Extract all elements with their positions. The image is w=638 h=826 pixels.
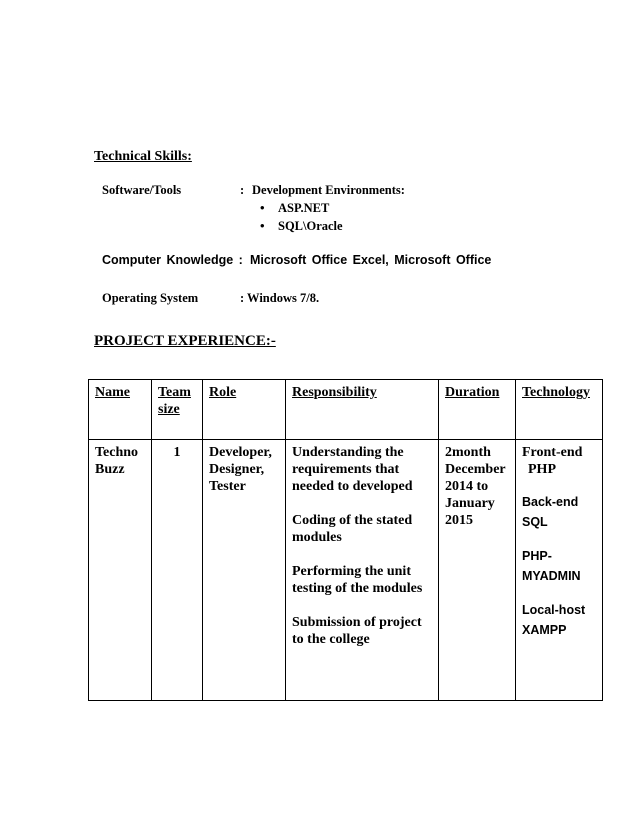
software-tools-separator: : — [240, 183, 245, 197]
responsibility-item: Understanding the requirements that needed to developed — [292, 445, 413, 494]
project-table — [88, 379, 603, 701]
column-header-team-size: Team size — [152, 380, 203, 440]
backend-value: SQL — [522, 515, 548, 529]
cell-team-size — [152, 440, 203, 701]
table-header-row — [89, 380, 603, 440]
cell-technology — [516, 440, 603, 701]
operating-system-value: : Windows 7/8. — [240, 291, 320, 305]
localhost-label: Local-host — [522, 603, 586, 617]
project-name: Techno Buzz — [95, 445, 139, 477]
computer-knowledge-value: Microsoft Office Excel, Microsoft Office — [250, 253, 492, 267]
cell-responsibility — [286, 440, 439, 701]
team-size-value: 1 — [173, 445, 181, 460]
software-tools-value: Development Environments: — [252, 183, 405, 197]
software-tools-label: Software/Tools — [102, 183, 182, 197]
tool-value: MYADMIN — [522, 569, 581, 583]
duration-value: 2month December 2014 to January 2015 — [445, 445, 506, 528]
cell-duration — [439, 440, 516, 701]
software-tools-list — [256, 199, 343, 235]
project-experience-heading: PROJECT EXPERIENCE:- — [94, 333, 276, 349]
column-header-role: Role — [203, 380, 286, 440]
cell-name — [89, 440, 152, 701]
table-row — [89, 440, 603, 701]
responsibility-item: Coding of the stated modules — [292, 513, 413, 545]
backend-label: Back-end — [522, 495, 579, 509]
cell-role — [203, 440, 286, 701]
operating-system-label: Operating System — [102, 291, 199, 305]
responsibility-item: Submission of project to the college — [292, 615, 422, 647]
column-header-duration: Duration — [439, 380, 516, 440]
list-item: • ASP.NET — [256, 199, 343, 217]
technical-skills-heading: Technical Skills: — [94, 149, 192, 164]
frontend-label: Front-end — [522, 445, 583, 460]
column-header-name: Name — [89, 380, 152, 440]
tool-label: PHP- — [522, 549, 552, 563]
column-header-technology: Technology — [516, 380, 603, 440]
frontend-value: PHP — [528, 462, 556, 477]
column-header-responsibility: Responsibility — [286, 380, 439, 440]
list-item: • SQL\Oracle — [256, 217, 343, 235]
localhost-value: XAMPP — [522, 623, 567, 637]
responsibility-item: Performing the unit testing of the modules — [292, 564, 423, 596]
role-value: Developer, Designer, Tester — [209, 445, 272, 494]
computer-knowledge-label: Computer Knowledge : — [102, 253, 243, 267]
